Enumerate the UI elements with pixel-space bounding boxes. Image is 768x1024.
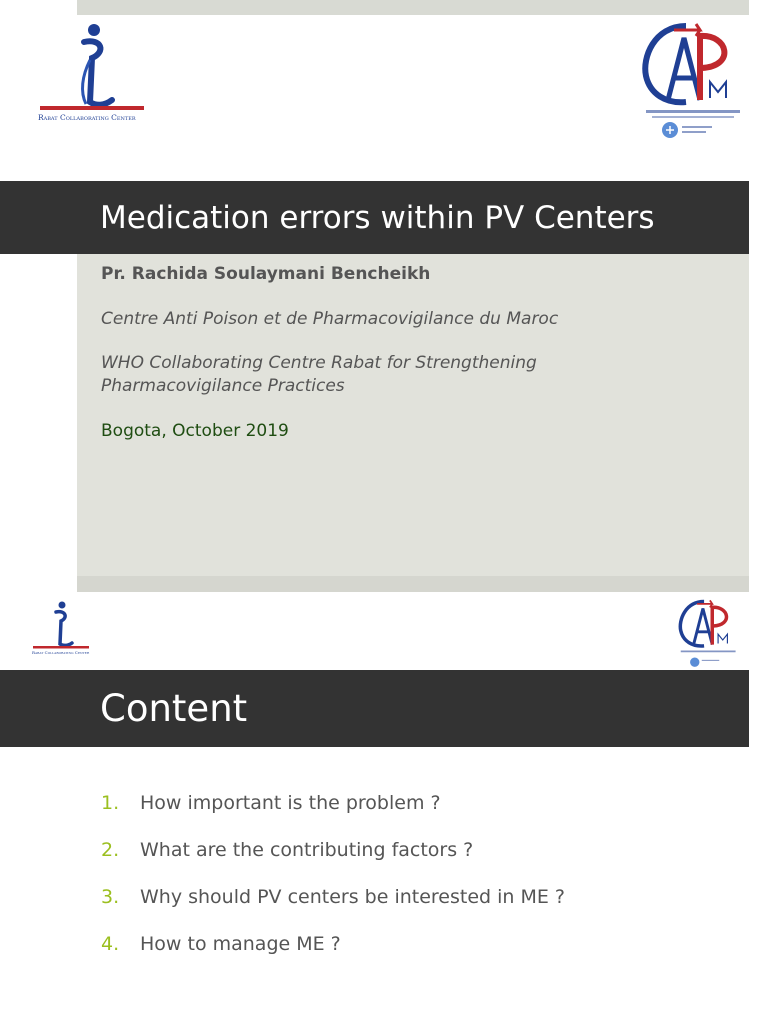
list-text: How important is the problem ? [140,792,441,814]
list-item [101,933,565,980]
list-text: How to manage ME ? [140,933,341,955]
list-number: 3. [101,886,120,908]
bottom-strip [77,576,749,592]
title-bar [0,670,749,747]
subtitle-panel [77,254,749,576]
capm-logo-small [676,598,738,668]
place-date: Bogota, October 2019 [101,421,289,441]
rabat-figure-icon [34,20,149,128]
list-number: 2. [101,839,120,861]
rabat-logo-caption: Rabat Collaborating Center [38,113,136,122]
list-text: Why should PV centers be interested in ME ? [140,886,566,908]
affiliation-2: WHO Collaborating Centre Rabat for Strengthening Pharmacovigilance Practices [101,353,537,396]
slide-title: Medication errors within PV Centers [100,200,655,236]
rabat-logo-caption: Rabat Collaborating Center [32,650,90,655]
affiliation-1: Centre Anti Poison et de Pharmacovigilance du Maroc [101,309,559,329]
rabat-figure-icon [30,600,92,656]
list-text: What are the contributing factors ? [140,839,474,861]
content-list [101,792,565,980]
title-bar [0,181,749,254]
list-number: 1. [101,792,120,814]
top-strip [77,0,749,15]
list-item [101,839,565,886]
list-item [101,792,565,839]
rabat-center-logo-small [30,600,92,662]
slide-title: Content [100,687,248,730]
author-name: Pr. Rachida Soulaymani Bencheikh [101,264,431,284]
list-item [101,886,565,933]
content-slide [0,592,768,1024]
list-number: 4. [101,933,120,955]
capm-logo [638,20,744,140]
capm-emblem-icon [676,598,738,668]
capm-emblem-icon [638,20,744,140]
rabat-center-logo [34,20,149,128]
